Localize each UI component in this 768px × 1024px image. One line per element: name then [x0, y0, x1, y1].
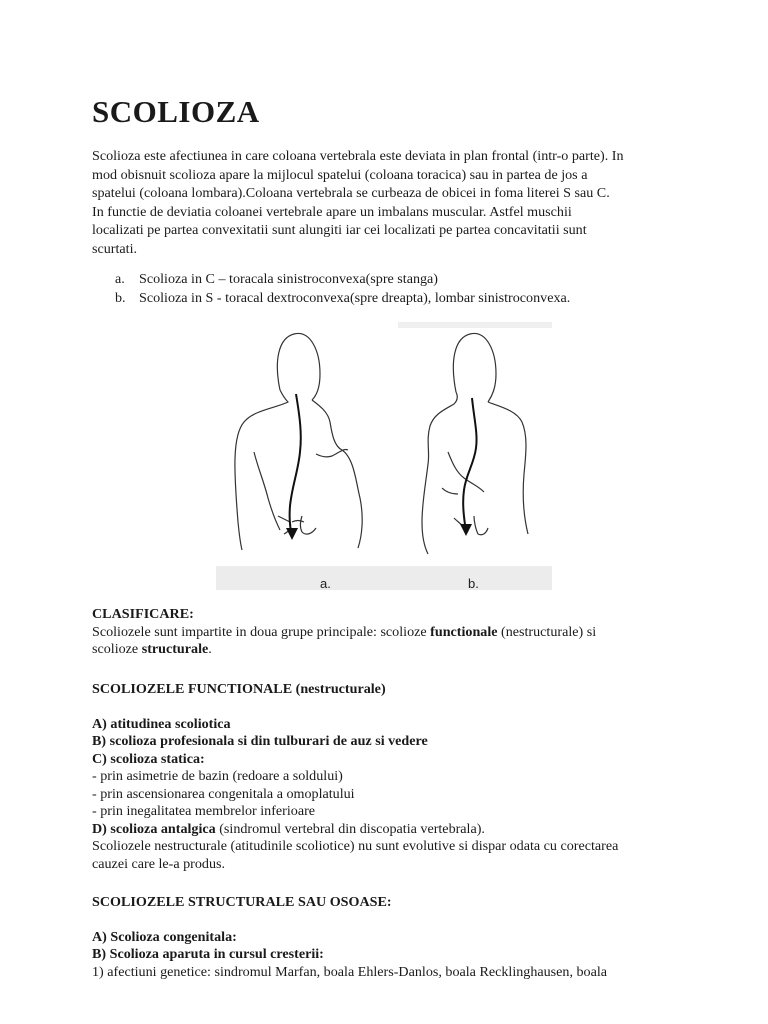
- list-item: [115, 270, 570, 289]
- intro-line: In functie de deviatia coloanei vertebrale apare un imbalans muscular. Astfel muschii: [92, 203, 572, 220]
- structural-section: [92, 894, 704, 981]
- bold-term-functionale: functionale: [430, 623, 498, 640]
- list-item: [92, 821, 704, 839]
- list-item: [92, 716, 704, 734]
- scoliosis-types-list: [115, 270, 570, 307]
- list-item: [92, 733, 704, 751]
- functional-section: [92, 681, 704, 873]
- text-span: Scoliozele sunt impartite in doua grupe principale: scolioze: [92, 623, 431, 640]
- item-heading: D) scolioza antalgica: [92, 820, 216, 837]
- list-item: [92, 751, 704, 769]
- bold-term-structurale: structurale: [141, 641, 209, 657]
- sub-item: - prin ascensionarea congenitala a omoplatului: [92, 785, 355, 802]
- item-heading: B) Scolioza aparuta in cursul cresterii:: [92, 946, 324, 962]
- intro-line: mod obisnuit scolioza apare la mijlocul spatelui (coloana toracica) sau in partea de jos a: [92, 166, 588, 183]
- structural-heading-text: SCOLIOZELE STRUCTURALE SAU OSOASE:: [92, 894, 392, 910]
- figure-a-spine-arrow: [286, 394, 301, 540]
- figure-b-back-outline: [422, 333, 528, 554]
- list-text: Scolioza in C – toracala sinistroconvexa(spre stanga): [139, 271, 439, 287]
- item-heading: C) scolioza statica:: [92, 750, 205, 767]
- figure-a-caption: a.: [320, 576, 331, 590]
- scoliosis-illustration: [216, 322, 552, 590]
- item-heading: B) scolioza profesionala si din tulburari de auz si vedere: [92, 733, 428, 749]
- intro-line: localizati pe partea convexitatii sunt alungiti iar cei localizati pe partea concavitatii sunt: [92, 222, 587, 238]
- item-heading: A) atitudinea scoliotica: [92, 715, 231, 732]
- list-item: 1) afectiuni genetice: sindromul Marfan, boala Ehlers-Danlos, boala Recklinghausen, boala: [92, 963, 608, 980]
- figure-a-back-outline: [235, 333, 362, 550]
- intro-paragraph: [92, 147, 682, 258]
- list-marker: b.: [115, 289, 126, 306]
- list-text: Scolioza in S - toracal dextroconvexa(spre dreapta), lombar sinistroconvexa.: [139, 289, 571, 306]
- item-heading: A) Scolioza congenitala:: [92, 928, 237, 945]
- classification-section: [92, 606, 704, 659]
- caption-band: [216, 566, 552, 590]
- page-title: SCOLIOZA: [92, 94, 260, 129]
- intro-line: spatelui (coloana lombara).Coloana vertebrala se curbeaza de obicei in foma literei S sau C.: [92, 185, 610, 201]
- list-item: [92, 946, 704, 964]
- intro-line: Scolioza este afectiunea in care coloana vertebrala este deviata in plan frontal (intr-o parte). In: [92, 148, 624, 164]
- text-span: .: [208, 641, 212, 657]
- note-line: Scoliozele nestructurale (atitudinile scoliotice) nu sunt evolutive si dispar odata cu corectarea: [92, 838, 619, 854]
- list-item: [115, 289, 570, 308]
- text-span: (nestructurale) si: [497, 623, 597, 640]
- sub-item: - prin asimetrie de bazin (redoare a soldului): [92, 768, 343, 784]
- spacer: [92, 699, 704, 716]
- back-drawings-image: [216, 322, 552, 590]
- functional-heading: [92, 681, 704, 699]
- structural-heading: [92, 894, 704, 912]
- list-item: [92, 929, 704, 947]
- text-span: scolioze: [92, 641, 142, 657]
- figure-b-spine-arrow: [460, 398, 477, 536]
- sub-item: - prin inegalitatea membrelor inferioare: [92, 803, 316, 819]
- spacer: [92, 912, 704, 929]
- classification-heading-text: CLASIFICARE:: [92, 606, 194, 622]
- list-marker: a.: [115, 271, 125, 287]
- classification-heading: [92, 606, 704, 624]
- intro-line: scurtati.: [92, 240, 138, 257]
- note-line: cauzei care le-a produs.: [92, 855, 226, 872]
- functional-heading-text: SCOLIOZELE FUNCTIONALE (nestructurale): [92, 681, 386, 697]
- classification-line: [92, 624, 704, 642]
- image-top-band: [398, 322, 552, 328]
- classification-line: [92, 641, 704, 659]
- item-text: (sindromul vertebral din discopatia vertebrala).: [215, 820, 485, 837]
- figure-b-caption: b.: [468, 576, 479, 590]
